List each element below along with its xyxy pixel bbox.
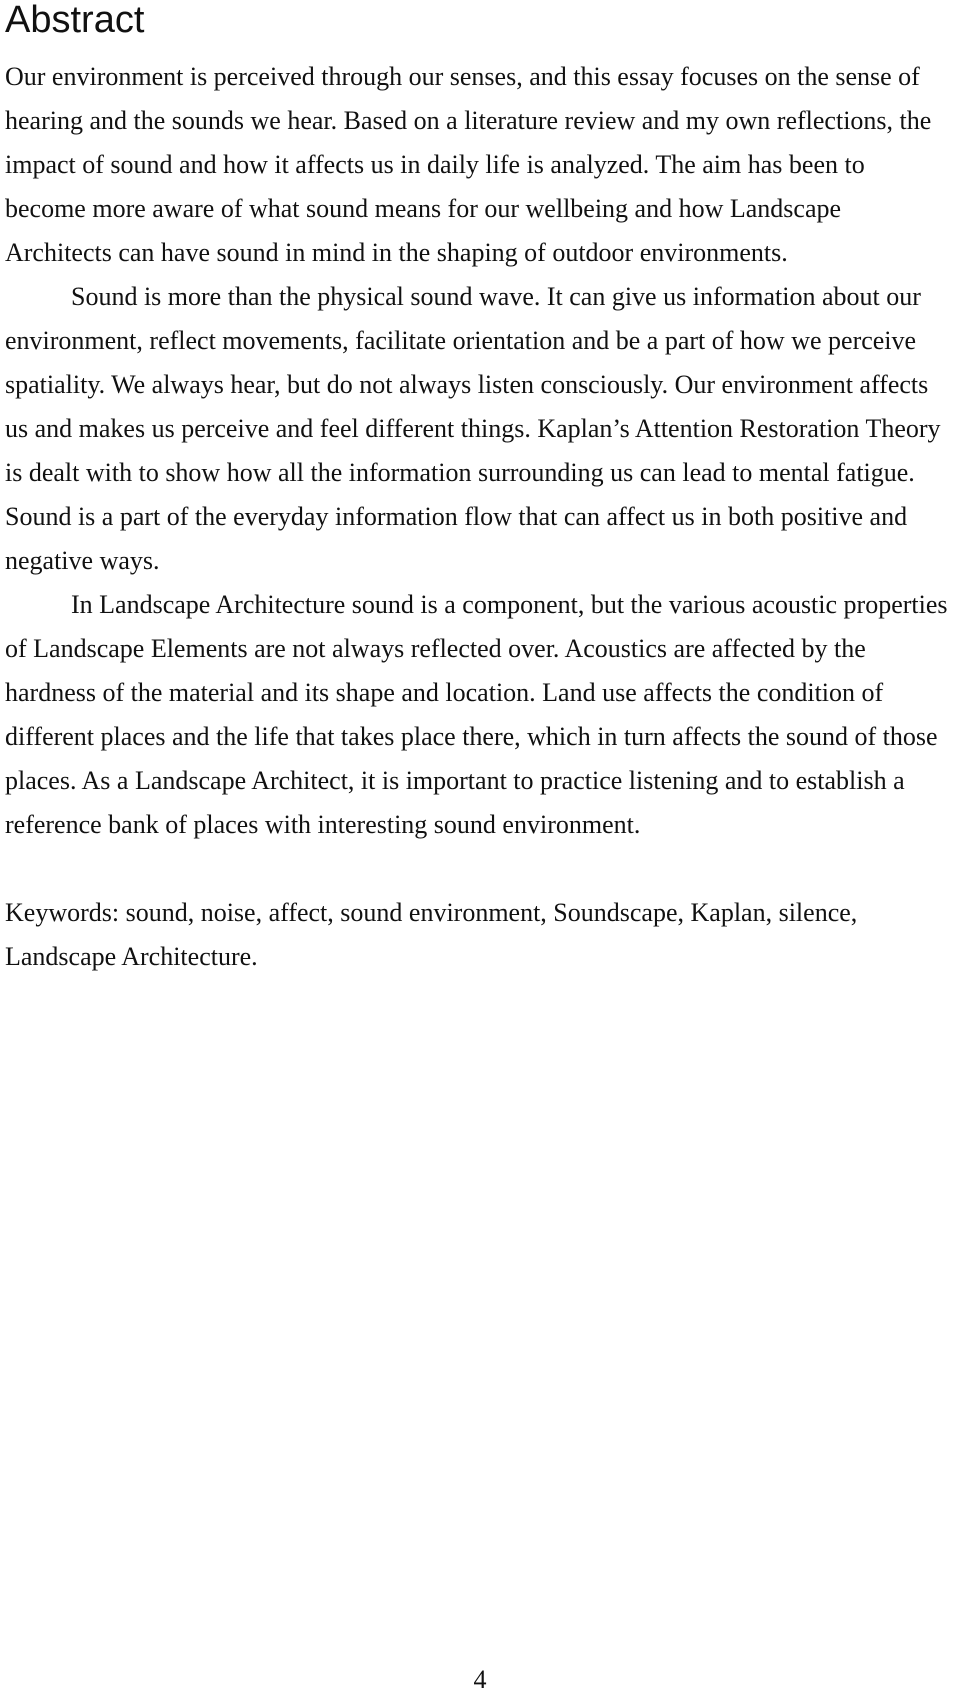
abstract-paragraph-3: In Landscape Architecture sound is a component, but the various acoustic properties of Landscape Elements are not always reflected over. Acoustics are affected by the hardness of the material and its shape and location. Land use affects the condition of different places and the life that takes place there, which in turn affects the sound of those places. As a Landscape Architect, it is important to practice listening and to establish a reference bank of places with interesting sound environment. <box>5 590 948 839</box>
abstract-body <box>5 55 950 979</box>
keywords: Keywords: sound, noise, affect, sound environment, Soundscape, Kaplan, silence, Landscape Architecture. <box>5 898 858 971</box>
abstract-paragraph-2: Sound is more than the physical sound wave. It can give us information about our environment, reflect movements, facilitate orientation and be a part of how we perceive spatiality. We always hear, but do not always listen consciously. Our environment affects us and makes us perceive and feel different things. Kaplan’s Attention Restoration Theory is dealt with to show how all the information surrounding us can lead to mental fatigue. Sound is a part of the everyday information flow that can affect us in both positive and negative ways. <box>5 282 941 575</box>
page-number: 4 <box>473 1665 487 1694</box>
section-heading: Abstract <box>5 0 145 41</box>
abstract-paragraph-1: Our environment is perceived through our senses, and this essay focuses on the sense of hearing and the sounds we hear. Based on a literature review and my own reflections, the impact of sound and how it affects us in daily life is analyzed. The aim has been to become more aware of what sound means for our wellbeing and how Landscape Architects can have sound in mind in the shaping of outdoor environments. <box>5 62 932 267</box>
